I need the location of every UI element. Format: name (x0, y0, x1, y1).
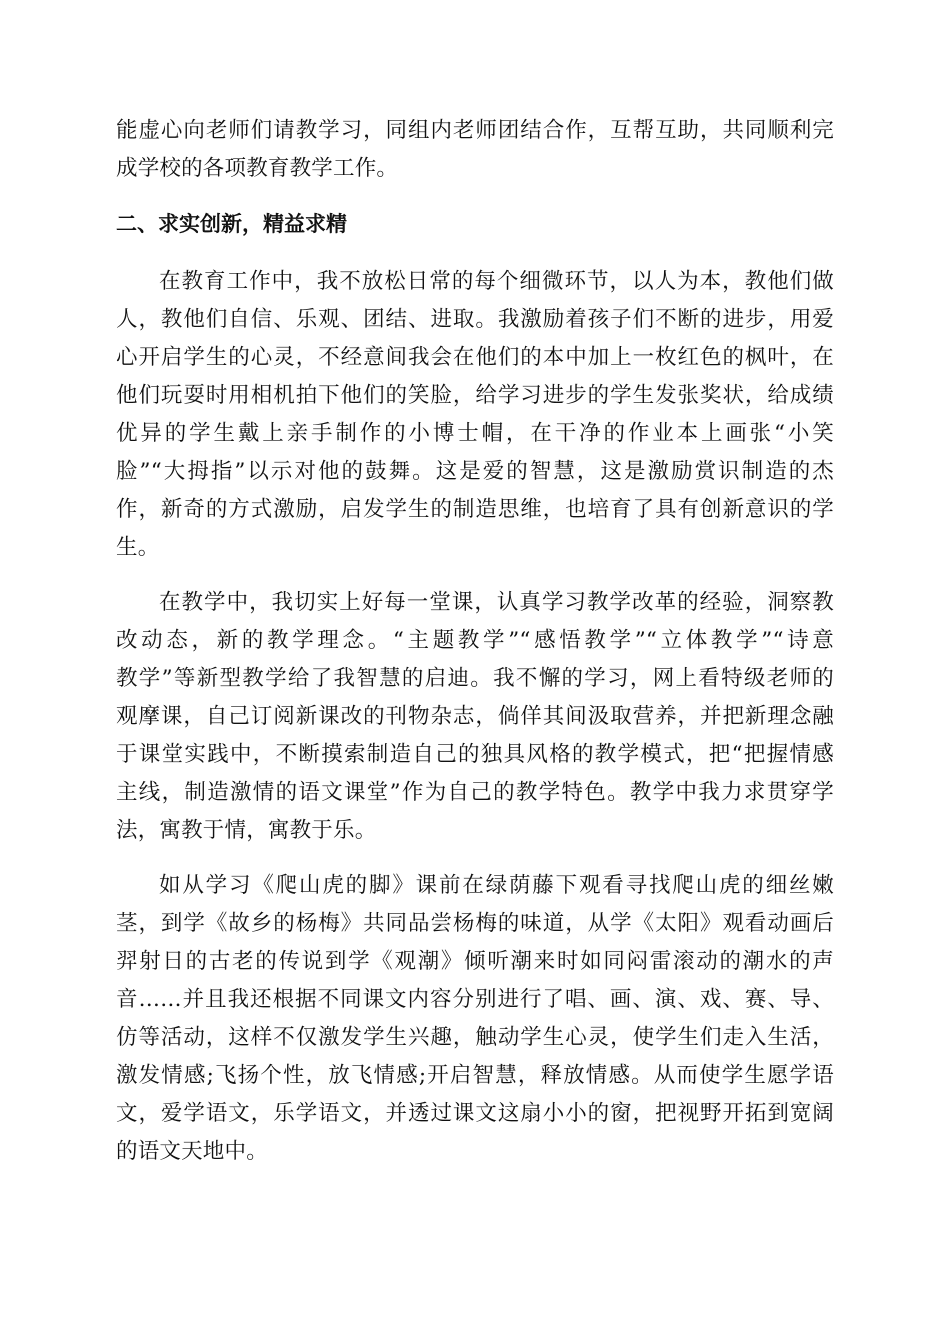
text-line: 人，教他们自信、乐观、团结、进取。我激励着孩子们不断的进步，用爱 (116, 307, 834, 332)
text-line: 能虚心向老师们请教学习，同组内老师团结合作，互帮互助，共同顺利完 (116, 118, 834, 143)
text-line: 改动态，新的教学理念。“主题教学”“感悟教学”“立体教学”“诗意 (116, 628, 834, 653)
text-line: 的语文天地中。 (116, 1139, 268, 1164)
text-line: 脸”“大拇指”以示对他的鼓舞。这是爱的智慧，这是激励赏识制造的杰 (116, 459, 834, 484)
text-line: 于课堂实践中，不断摸索制造自己的独具风格的教学模式，把“把握情感 (116, 742, 834, 767)
text-line: 文，爱学语文，乐学语文，并透过课文这扇小小的窗，把视野开拓到宽阔 (116, 1101, 834, 1126)
text-line: 激发情感;飞扬个性，放飞情感;开启智慧，释放情感。从而使学生愿学语 (116, 1063, 834, 1088)
text-line: 优异的学生戴上亲手制作的小博士帽，在干净的作业本上画张“小笑 (116, 421, 834, 446)
text-line: 如从学习《爬山虎的脚》课前在绿荫藤下观看寻找爬山虎的细丝嫩 (159, 873, 834, 898)
text-line: 法，寓教于情，寓教于乐。 (116, 818, 377, 843)
text-line: 教学”等新型教学给了我智慧的启迪。我不懈的学习，网上看特级老师的 (116, 666, 834, 691)
text-line: 生。 (116, 535, 160, 560)
section-heading: 二、求实创新，精益求精 (116, 212, 347, 236)
text-line: 在教学中，我切实上好每一堂课，认真学习教学改革的经验，洞察教 (159, 590, 834, 615)
text-line: 心开启学生的心灵，不经意间我会在他们的本中加上一枚红色的枫叶，在 (116, 345, 834, 370)
paragraph-intro (116, 112, 834, 188)
text-line: 主线，制造激情的语文课堂”作为自己的教学特色。教学中我力求贯穿学 (116, 780, 834, 805)
text-line: 仿等活动，这样不仅激发学生兴趣，触动学生心灵，使学生们走入生活， (116, 1025, 834, 1050)
text-line: 观摩课，自己订阅新课改的刊物杂志，倘佯其间汲取营养，并把新理念融 (116, 704, 834, 729)
text-line: 成学校的各项教育教学工作。 (116, 156, 399, 181)
text-line: 音……并且我还根据不同课文内容分别进行了唱、画、演、戏、赛、导、 (116, 987, 834, 1012)
text-line: 作，新奇的方式激励，启发学生的制造思维，也培育了具有创新意识的学 (116, 497, 834, 522)
text-line: 在教育工作中，我不放松日常的每个细微环节，以人为本，教他们做 (159, 269, 834, 294)
text-line: 茎，到学《故乡的杨梅》共同品尝杨梅的味道，从学《太阳》观看动画后 (116, 911, 834, 936)
text-line: 羿射日的古老的传说到学《观潮》倾听潮来时如同闷雷滚动的潮水的声 (116, 949, 834, 974)
paragraph-3 (116, 867, 834, 1171)
text-line: 他们玩耍时用相机拍下他们的笑脸，给学习进步的学生发张奖状，给成绩 (116, 383, 834, 408)
paragraph-1 (116, 263, 834, 567)
paragraph-2 (116, 584, 834, 850)
document-page (116, 112, 834, 1188)
